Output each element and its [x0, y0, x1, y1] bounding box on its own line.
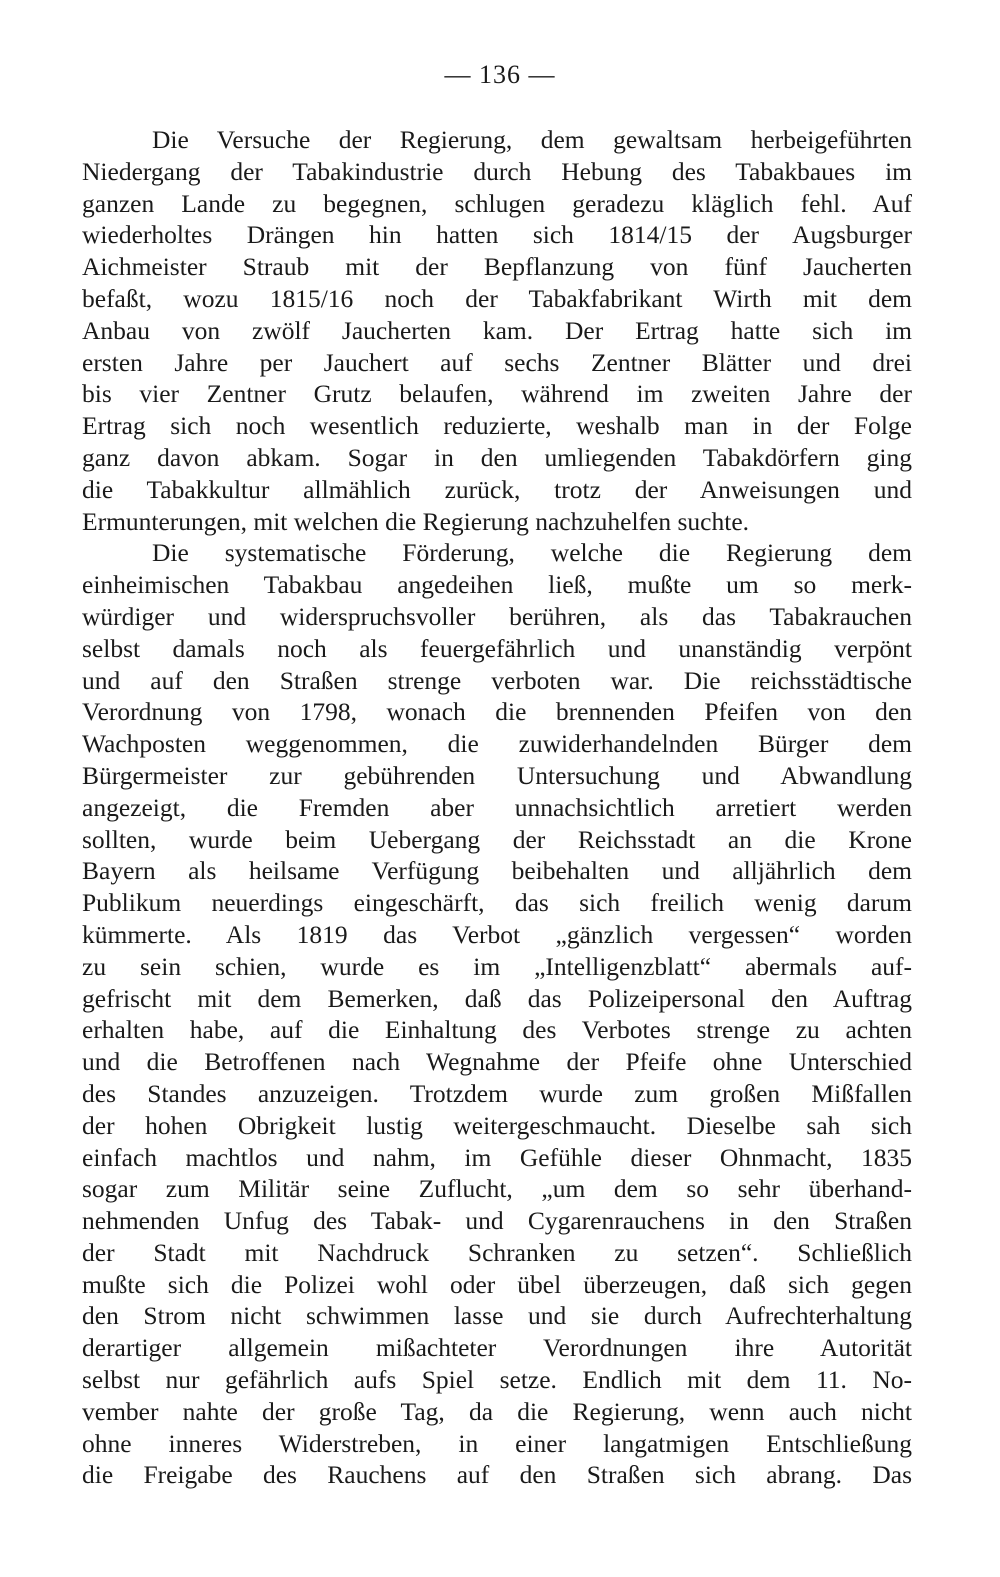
page-number: — 136 —	[444, 60, 556, 89]
text-line: würdiger und widerspruchsvoller berühren, als das Tabakrauchen	[82, 601, 912, 631]
text-line: Anbau von zwölf Jaucherten kam. Der Ertrag hatte sich im	[82, 315, 912, 345]
text-line: mußte sich die Polizei wohl oder übel überzeugen, daß sich gegen	[82, 1269, 912, 1299]
text-line: des Standes anzuzeigen. Trotzdem wurde zum großen Mißfallen	[82, 1078, 912, 1108]
text-line: ganzen Lande zu begegnen, schlugen geradezu kläglich fehl. Auf	[82, 188, 912, 218]
text-line: ganz davon abkam. Sogar in den umliegenden Tabakdörfern ging	[82, 442, 912, 472]
text-line: ersten Jahre per Jauchert auf sechs Zentner Blätter und drei	[82, 347, 912, 377]
text-line: Verordnung von 1798, wonach die brennenden Pfeifen von den	[82, 697, 912, 727]
text-line: vember nahte der große Tag, da die Regierung, wenn auch nicht	[82, 1396, 912, 1426]
text-line: angezeigt, die Fremden aber unnachsichtlich arretiert werden	[82, 792, 912, 822]
text-line: Ertrag sich noch wesentlich reduzierte, weshalb man in der Folge	[82, 411, 912, 441]
text-line: nehmenden Unfug des Tabak- und Cygarenrauchens in den Straßen	[82, 1206, 912, 1236]
text-line: erhalten habe, auf die Einhaltung des Verbotes strenge zu achten	[82, 1015, 912, 1045]
text-line: selbst nur gefährlich aufs Spiel setze. Endlich mit dem 11. No-	[82, 1365, 912, 1395]
text-line: die Freigabe des Rauchens auf den Straßen sich abrang. Das	[82, 1460, 912, 1490]
text-line: bis vier Zentner Grutz belaufen, während im zweiten Jahre der	[82, 379, 912, 409]
text-line: derartiger allgemein mißachteter Verordnungen ihre Autorität	[82, 1333, 912, 1363]
text-line: selbst damals noch als feuergefährlich und unanständig verpönt	[82, 633, 912, 663]
text-line: gefrischt mit dem Bemerken, daß das Polizeipersonal den Auftrag	[82, 983, 912, 1013]
text-line: sollten, wurde beim Uebergang der Reichsstadt an die Krone	[82, 824, 912, 854]
text-line: Die systematische Förderung, welche die Regierung dem	[152, 538, 912, 568]
text-line: und auf den Straßen strenge verboten war. Die reichsstädtische	[82, 665, 912, 695]
text-line: kümmerte. Als 1819 das Verbot „gänzlich vergessen“ worden	[82, 919, 912, 949]
text-line: einheimischen Tabakbau angedeihen ließ, mußte um so merk-	[82, 570, 912, 600]
text-line: wiederholtes Drängen hin hatten sich 1814/15 der Augsburger	[82, 220, 912, 250]
text-line: sogar zum Militär seine Zuflucht, „um dem so sehr überhand-	[82, 1174, 912, 1204]
text-line: Niedergang der Tabakindustrie durch Hebung des Tabakbaues im	[82, 156, 912, 186]
text-line: Bürgermeister zur gebührenden Untersuchung und Abwandlung	[82, 760, 912, 790]
text-line: den Strom nicht schwimmen lasse und sie durch Aufrechterhaltung	[82, 1301, 912, 1331]
text-line: einfach machtlos und nahm, im Gefühle dieser Ohnmacht, 1835	[82, 1142, 912, 1172]
body-text	[82, 124, 912, 1491]
text-line: Bayern als heilsame Verfügung beibehalten und alljährlich dem	[82, 856, 912, 886]
text-line: Aichmeister Straub mit der Bepflanzung von fünf Jaucherten	[82, 252, 912, 282]
text-line: Wachposten weggenommen, die zuwiderhandelnden Bürger dem	[82, 729, 912, 759]
text-line: der Stadt mit Nachdruck Schranken zu setzen“. Schließlich	[82, 1237, 912, 1267]
text-line: zu sein schien, wurde es im „Intelligenzblatt“ abermals auf-	[82, 951, 912, 981]
text-line: die Tabakkultur allmählich zurück, trotz der Anweisungen und	[82, 474, 912, 504]
text-line: und die Betroffenen nach Wegnahme der Pfeife ohne Unterschied	[82, 1047, 912, 1077]
text-line: Die Versuche der Regierung, dem gewaltsam herbeigeführten	[152, 125, 912, 154]
text-line: Publikum neuerdings eingeschärft, das sich freilich wenig darum	[82, 888, 912, 918]
text-line: befaßt, wozu 1815/16 noch der Tabakfabrikant Wirth mit dem	[82, 283, 912, 313]
text-line: Ermunterungen, mit welchen die Regierung nachzuhelfen suchte.	[82, 506, 750, 536]
text-line: ohne inneres Widerstreben, in einer langatmigen Entschließung	[82, 1428, 912, 1458]
text-line: der hohen Obrigkeit lustig weitergeschmaucht. Dieselbe sah sich	[82, 1110, 912, 1140]
